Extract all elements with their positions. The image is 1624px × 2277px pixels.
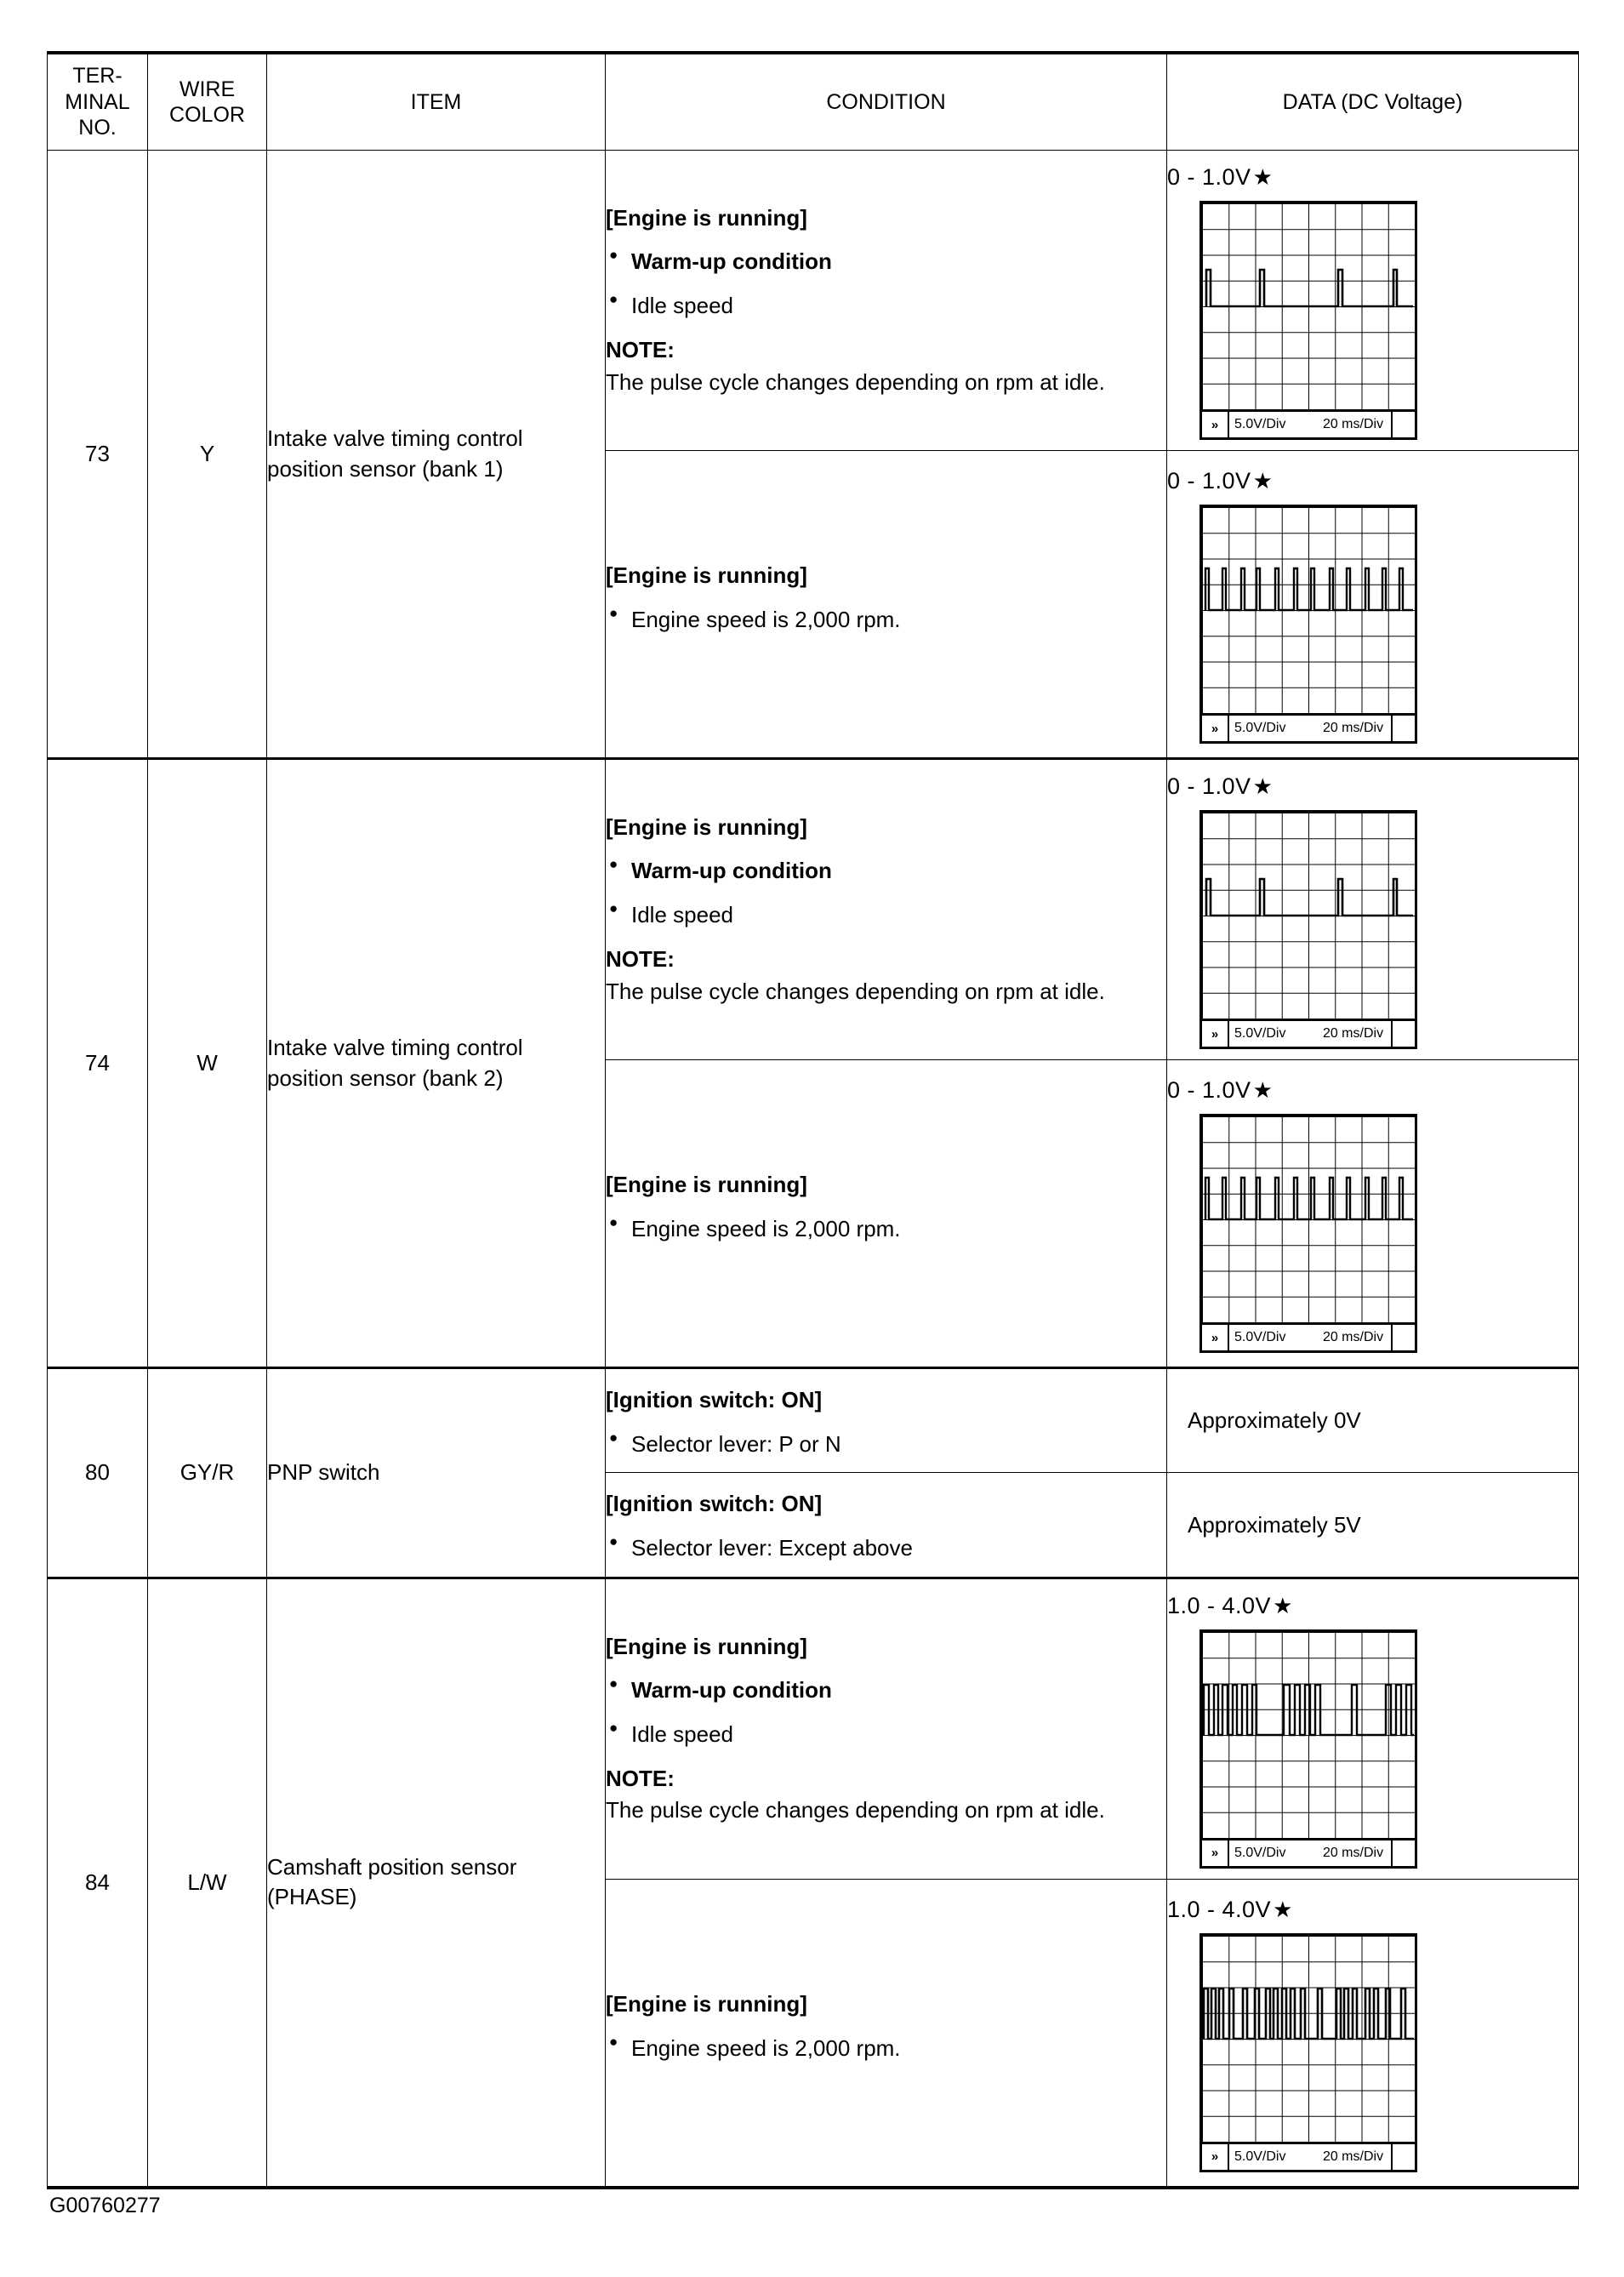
star-icon: ★ [1273, 1592, 1293, 1618]
scope-volts-div: 5.0V/Div [1234, 1845, 1286, 1860]
scope-volts-div: 5.0V/Div [1234, 721, 1286, 735]
cell-wire-color: Y [148, 151, 267, 759]
waveform-trace [1202, 507, 1415, 713]
condition-bullet: ● Warm-up condition [606, 855, 1166, 887]
header-data: DATA (DC Voltage) [1167, 53, 1579, 151]
star-icon: ★ [1252, 773, 1274, 799]
cell-wire-color: W [148, 759, 267, 1368]
oscilloscope-figure [1199, 1629, 1417, 1869]
scope-footer-end [1391, 412, 1415, 437]
cell-condition [606, 759, 1167, 1060]
cell-condition [606, 1368, 1167, 1473]
waveform-trace [1202, 813, 1415, 1019]
cell-terminal-no: 80 [48, 1368, 148, 1578]
oscilloscope-figure [1199, 1933, 1417, 2172]
condition-bullet: ● Idle speed [606, 290, 1166, 322]
cell-data [1167, 759, 1579, 1060]
star-icon: ★ [1273, 1896, 1293, 1922]
voltage-range: 1.0 - 4.0V★ [1167, 1896, 1293, 1922]
voltage-range: 0 - 1.0V★ [1167, 468, 1274, 494]
cell-condition [606, 1578, 1167, 1879]
figure-code: G00760277 [49, 2194, 161, 2217]
scope-arrow-icon: » [1202, 716, 1229, 741]
scope-footer [1202, 409, 1415, 437]
scope-arrow-icon: » [1202, 412, 1229, 437]
voltage-range: 0 - 1.0V★ [1167, 773, 1274, 799]
scope-footer [1202, 713, 1415, 741]
cell-condition [606, 1473, 1167, 1578]
condition-bullet: ● Warm-up condition [606, 1675, 1166, 1707]
table-body [48, 151, 1579, 2188]
condition-bullet: ● Engine speed is 2,000 rpm. [606, 1213, 1166, 1246]
header-terminal-line3: NO. [78, 116, 117, 140]
condition-bullet: ● Selector lever: P or N [606, 1429, 1166, 1461]
voltage-range: 0 - 1.0V★ [1167, 1077, 1274, 1103]
note-text: The pulse cycle changes depending on rpm at idle. [606, 368, 1105, 395]
scope-arrow-icon: » [1202, 1021, 1229, 1047]
waveform-trace [1202, 1936, 1415, 2142]
cell-data [1167, 1578, 1579, 1879]
scope-footer-end [1391, 716, 1415, 741]
cell-condition [606, 451, 1167, 759]
scope-footer [1202, 1322, 1415, 1350]
condition-heading: [Engine is running] [606, 813, 807, 840]
scope-arrow-icon: » [1202, 2144, 1229, 2170]
cell-terminal-no: 73 [48, 151, 148, 759]
header-row [48, 53, 1579, 151]
condition-bullet: ● Selector lever: Except above [606, 1532, 1166, 1565]
scope-time-div: 20 ms/Div [1322, 1026, 1384, 1041]
cell-condition [606, 151, 1167, 451]
condition-heading: [Engine is running] [606, 1633, 807, 1659]
condition-bullet: ● Engine speed is 2,000 rpm. [606, 2033, 1166, 2065]
cell-terminal-no: 74 [48, 759, 148, 1368]
scope-footer [1202, 2142, 1415, 2170]
condition-heading: [Engine is running] [606, 562, 807, 589]
scope-volts-div: 5.0V/Div [1234, 1330, 1286, 1344]
scope-grid [1202, 1632, 1415, 1838]
scope-footer-end [1391, 1840, 1415, 1866]
scope-footer [1202, 1838, 1415, 1866]
scope-volts-div: 5.0V/Div [1234, 417, 1286, 431]
scope-grid [1202, 507, 1415, 713]
cell-data [1167, 151, 1579, 451]
header-terminal-no [48, 53, 148, 151]
voltage-range: 1.0 - 4.0V★ [1167, 1592, 1293, 1618]
scope-footer-end [1391, 1021, 1415, 1047]
condition-bullet: ● Engine speed is 2,000 rpm. [606, 604, 1166, 636]
note-text: The pulse cycle changes depending on rpm at idle. [606, 1797, 1105, 1823]
cell-condition [606, 1060, 1167, 1368]
cell-data: Approximately 5V [1167, 1473, 1579, 1578]
condition-heading: [Engine is running] [606, 204, 807, 231]
condition-heading: [Ignition switch: ON] [606, 1387, 823, 1412]
oscilloscope-figure [1199, 810, 1417, 1049]
cell-data [1167, 451, 1579, 759]
note-label: NOTE: [606, 945, 675, 972]
condition-heading: [Ignition switch: ON] [606, 1491, 823, 1517]
scope-time-div: 20 ms/Div [1322, 2149, 1384, 2164]
header-terminal-line1: TER- [72, 64, 123, 88]
terminal-spec-table [47, 51, 1579, 2189]
scope-grid [1202, 203, 1415, 409]
star-icon: ★ [1252, 1077, 1274, 1103]
condition-heading: [Engine is running] [606, 1991, 807, 2017]
header-wire-line2: COLOR [169, 103, 245, 127]
scope-arrow-icon: » [1202, 1840, 1229, 1866]
star-icon: ★ [1252, 468, 1274, 494]
scope-footer-end [1391, 2144, 1415, 2170]
cell-item: Camshaft position sensor (PHASE) [267, 1578, 606, 2188]
header-condition: CONDITION [606, 53, 1167, 151]
cell-condition [606, 1879, 1167, 2188]
header-wire-color [148, 53, 267, 151]
header-terminal-line2: MINAL [65, 89, 130, 114]
note-label: NOTE: [606, 1765, 675, 1791]
oscilloscope-figure [1199, 201, 1417, 440]
cell-item: PNP switch [267, 1368, 606, 1578]
cell-data [1167, 1879, 1579, 2188]
condition-bullet: ● Warm-up condition [606, 246, 1166, 278]
scope-time-div: 20 ms/Div [1322, 1330, 1384, 1344]
cell-item: Intake valve timing control position sensor (bank 1) [267, 151, 606, 759]
note-text: The pulse cycle changes depending on rpm at idle. [606, 978, 1105, 1004]
scope-grid [1202, 813, 1415, 1019]
star-icon: ★ [1252, 164, 1274, 190]
oscilloscope-figure [1199, 505, 1417, 744]
table-row [48, 759, 1579, 1060]
table-header [48, 53, 1579, 151]
condition-heading: [Engine is running] [606, 1172, 807, 1198]
header-wire-line1: WIRE [179, 77, 236, 101]
cell-data [1167, 1060, 1579, 1368]
cell-terminal-no: 84 [48, 1578, 148, 2188]
note-label: NOTE: [606, 336, 675, 362]
scope-footer-end [1391, 1325, 1415, 1350]
waveform-trace [1202, 1116, 1415, 1322]
cell-wire-color: L/W [148, 1578, 267, 2188]
waveform-trace [1202, 203, 1415, 409]
table-row [48, 1578, 1579, 1879]
oscilloscope-figure [1199, 1114, 1417, 1353]
spec-table-page [47, 51, 1578, 2189]
header-item: ITEM [267, 53, 606, 151]
table-row [48, 151, 1579, 451]
scope-time-div: 20 ms/Div [1322, 721, 1384, 735]
condition-bullet: ● Idle speed [606, 899, 1166, 932]
condition-bullet: ● Idle speed [606, 1719, 1166, 1751]
scope-volts-div: 5.0V/Div [1234, 1026, 1286, 1041]
scope-footer [1202, 1019, 1415, 1047]
voltage-range: 0 - 1.0V★ [1167, 164, 1274, 190]
waveform-trace [1202, 1632, 1415, 1838]
scope-grid [1202, 1116, 1415, 1322]
cell-item: Intake valve timing control position sensor (bank 2) [267, 759, 606, 1368]
cell-wire-color: GY/R [148, 1368, 267, 1578]
scope-time-div: 20 ms/Div [1322, 1845, 1384, 1860]
cell-data: Approximately 0V [1167, 1368, 1579, 1473]
scope-arrow-icon: » [1202, 1325, 1229, 1350]
scope-time-div: 20 ms/Div [1322, 417, 1384, 431]
scope-grid [1202, 1936, 1415, 2142]
table-row [48, 1368, 1579, 1473]
scope-volts-div: 5.0V/Div [1234, 2149, 1286, 2164]
